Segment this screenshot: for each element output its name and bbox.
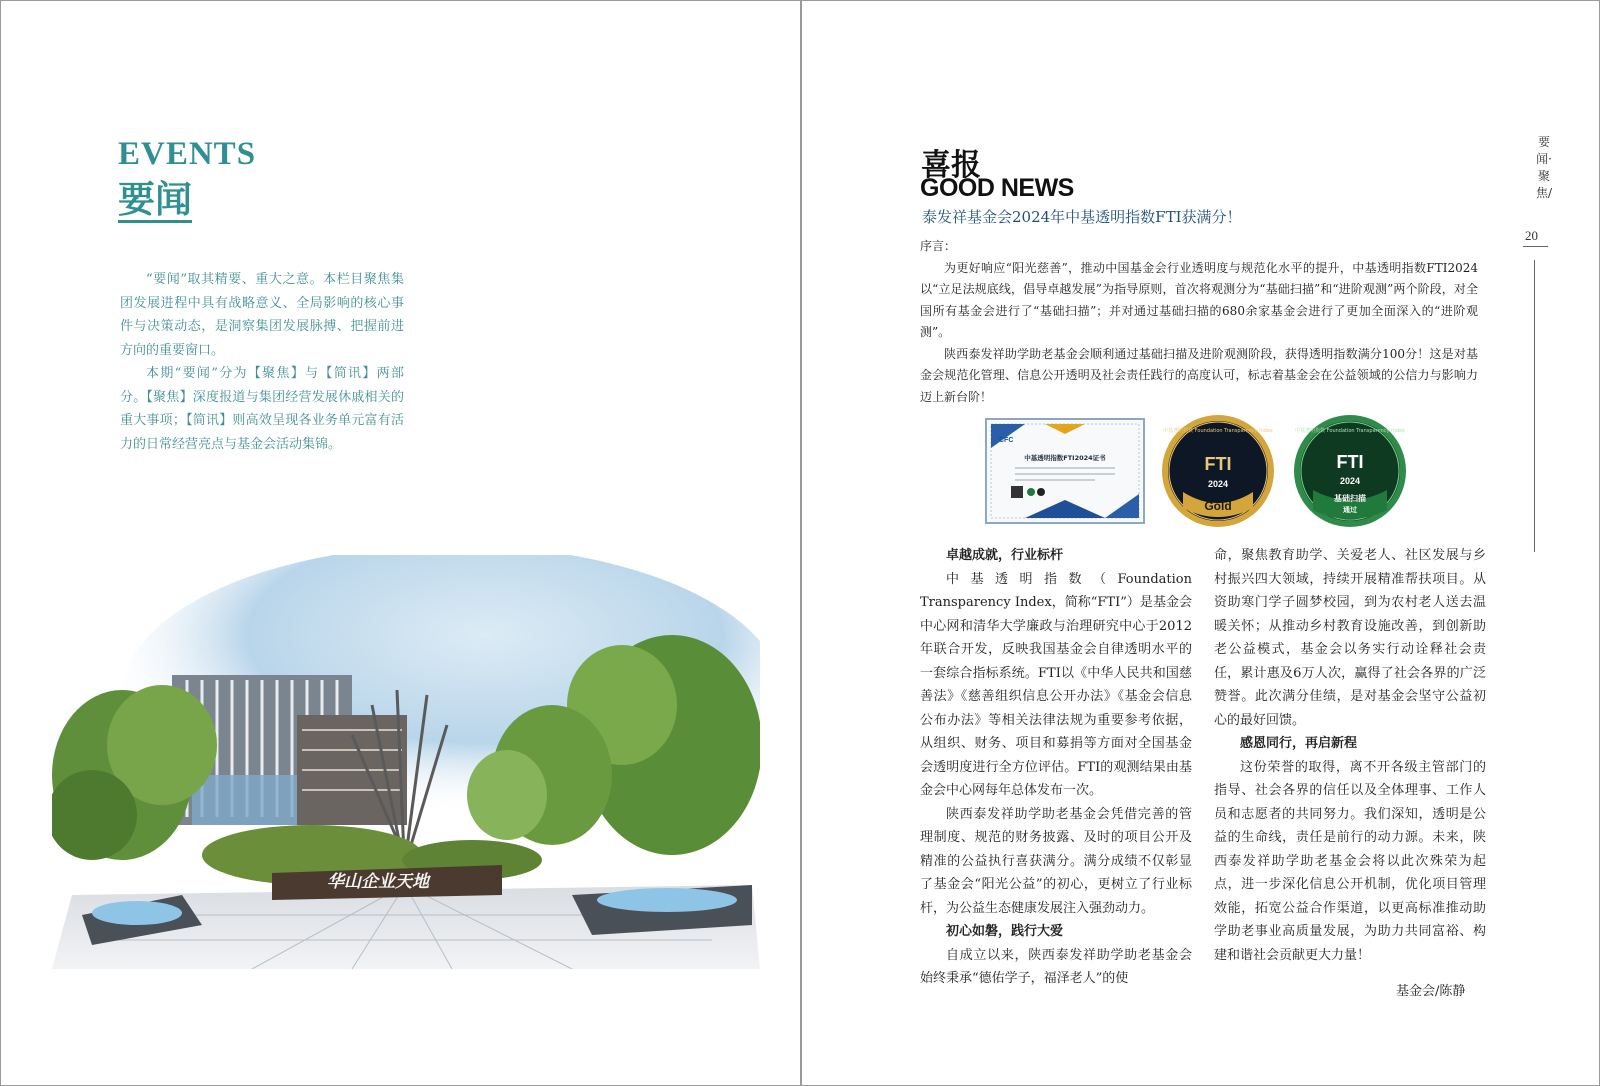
certificate-qr	[1011, 486, 1023, 498]
preface-label: 序言：	[920, 239, 957, 253]
certificate-logo: CFC	[999, 437, 1014, 444]
section-heading: 感恩同行，再启新程	[1240, 736, 1358, 751]
green-label-2: 通过	[1343, 506, 1357, 514]
sign-text: 华山企业天地	[327, 872, 429, 892]
side-rule	[1523, 246, 1548, 247]
section-title-en: EVENTS	[118, 136, 257, 172]
article-column-right	[1214, 544, 1486, 967]
body-paragraph: 中基透明指数（Foundation Transparency Index，简称“FTI”）是基金会中心网和清华大学廉政与治理研究中心于2012年联合开发，反映我国基金会自律透明水平的一套综合指标系统。FTI以《中华人民共和国慈善法》《慈善组织信息公开办法》《基金会信息公布办法》等相关法律法规为重要参考依据，从组织、财务、项目和募捐等方面对全国基金会透明度进行全方位评估。FTI的观测结果由基金会中心网每年总体发布一次。	[920, 571, 1192, 798]
body-paragraph: 陕西泰发祥助学助老基金会凭借完善的管理制度、规范的财务披露、及时的项目公开及精准的公益执行喜获满分。满分成绩不仅彰显了基金会“阳光公益”的初心，更树立了行业标杆，为公益生态健康发展注入强劲动力。	[920, 806, 1192, 916]
fti-basic-scan-medal	[1293, 414, 1407, 528]
page-number: 20	[1525, 228, 1538, 243]
fti-certificate	[985, 418, 1145, 524]
article-title-zh: 喜报	[921, 148, 981, 183]
side-section-label: 要闻·聚焦/	[1535, 135, 1553, 200]
green-brand: FTI	[1336, 452, 1364, 472]
section-title-zh: 要闻	[118, 177, 192, 221]
section-heading: 初心如磐，践行大爱	[946, 924, 1064, 939]
body-paragraph: 这份荣誉的取得，离不开各级主管部门的指导、社会各界的信任以及全体理事、工作人员和志愿者的共同努力。我们深知，透明是公益的生命线，责任是前行的动力源。未来，陕西泰发祥助学助老基金会将以此次殊荣为起点，进一步深化信息公开机制，优化项目管理效能，拓宽公益合作渠道，以更高标准推动助学助老事业高质量发展，为助力共同富裕、构建和谐社会贡献更大力量！	[1214, 759, 1486, 963]
plaza-illustration	[52, 555, 760, 969]
section-intro	[120, 268, 404, 456]
page-spine	[800, 0, 802, 1086]
preface-paragraph: 为更好响应“阳光慈善”，推动中国基金会行业透明度与规范化水平的提升，中基透明指数FTI2024以“立足法规底线，倡导卓越发展”为指导原则，首次将观测分为“基础扫描”和“进阶观测”两个阶段，对全国所有基金会进行了“基础扫描”；并对通过基础扫描的680余家基金会进行了更加全面深入的“进阶观测”。	[920, 260, 1478, 339]
green-ring-text: 中基透明指数 Foundation Transparency Index	[1295, 428, 1405, 434]
body-paragraph: 命，聚焦教育助学、关爱老人、社区发展与乡村振兴四大领域，持续开展精准帮扶项目。从资助寒门学子圆梦校园，到为农村老人送去温暖关怀；从推动乡村教育设施改善，到创新助老公益模式，基金会以务实行动诠释社会责任，累计惠及6万人次，赢得了社会各界的广泛赞誉。此次满分佳绩，是对基金会坚守公益初心的最好回馈。	[1214, 548, 1486, 728]
article-title-en: GOOD NEWS	[920, 174, 1074, 202]
intro-paragraph: “要闻”取其精要、重大之意。本栏目聚焦集团发展进程中具有战略意义、全局影响的核心事件与决策动态，是洞察集团发展脉搏、把握前进方向的重要窗口。	[120, 272, 404, 358]
side-rule-vertical	[1534, 260, 1535, 552]
green-year: 2024	[1339, 476, 1361, 486]
intro-paragraph: 本期“要闻”分为【聚焦】与【简讯】两部分。【聚焦】深度报道与集团经营发展休戚相关的重大事项；【简讯】则高效呈现各业务单元富有活力的日常经营亮点与基金会活动集锦。	[120, 366, 404, 452]
preface	[920, 236, 1478, 408]
fti-gold-medal	[1161, 414, 1275, 528]
award-badges	[985, 414, 1425, 528]
body-paragraph: 自成立以来，陕西泰发祥助学助老基金会始终秉承“德佑学子，福泽老人”的使	[920, 947, 1192, 986]
section-heading: 卓越成就，行业标杆	[946, 548, 1064, 563]
preface-paragraph: 陕西泰发祥助学助老基金会顺利通过基础扫描及进阶观测阶段，获得透明指数满分100分！这是对基金会规范化管理、信息公开透明及社会责任践行的高度认可，标志着基金会在公益领域的公信力与影响力迈上新台阶！	[920, 346, 1478, 404]
gold-ring-text: 中基透明指数 Foundation Transparency Index	[1163, 428, 1273, 434]
gold-year: 2024	[1207, 479, 1229, 489]
certificate-title: 中基透明指数FTI2024证书	[1024, 454, 1106, 462]
green-label-1: 基础扫描	[1334, 494, 1366, 503]
gold-brand: FTI	[1204, 454, 1232, 474]
article-subtitle: 泰发祥基金会2024年中基透明指数FTI获满分！	[922, 208, 1242, 226]
gold-label: Gold	[1204, 499, 1232, 513]
author-credit: 基金会/陈静	[1396, 984, 1466, 999]
article-column-left	[920, 544, 1192, 991]
